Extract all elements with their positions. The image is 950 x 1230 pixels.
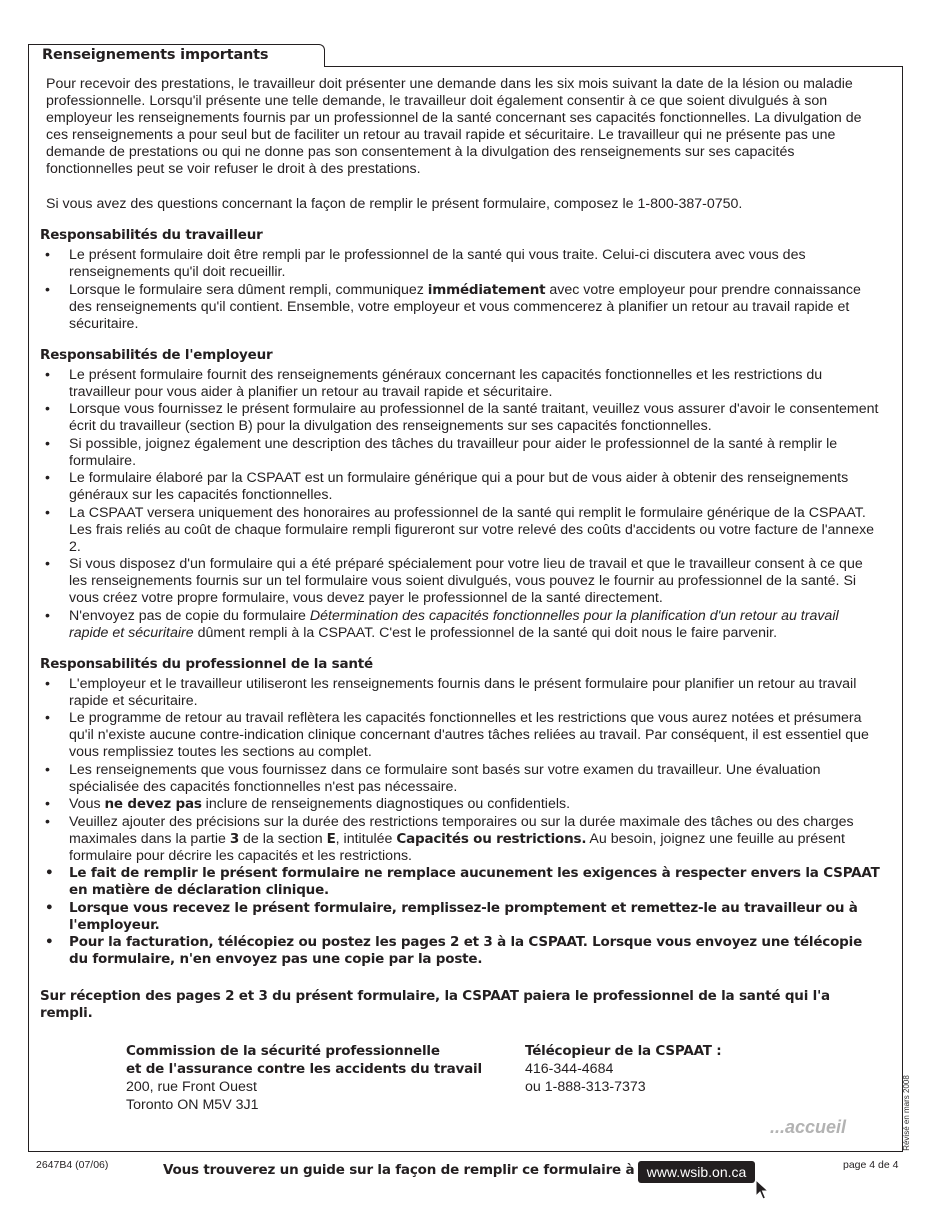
worker-heading: Responsabilités du travailleur [40,227,263,243]
list-item: • Les renseignements que vous fournissez dans ce formulaire sont basés sur votre examen du travailleur. Une évaluation spécialisée des capacités fonctionnelles n'est pas nécessaire. [40,762,880,796]
list-item [40,608,880,642]
worker-list [40,247,880,333]
fax-number: 416-344-4684 [525,1061,614,1077]
list-item-text: avec votre employeur pour prendre connaissance des renseignements qu'il contient. Ensemble, votre employeur et vous commencerez à planifier un retour au travail rapide et sécuritaire. [69,281,861,332]
main-content [40,76,880,1022]
list-item: • Le programme de retour au travail reflètera les capacités fonctionnelles et les restrictions que vous aurez notées et présumera qu'il n'existe aucune contre-indication clinique concernant d'autres tâches reliées au travail. Par conséquent, il est essentiel que vous remplissiez toutes les sections au complet. [40,710,880,761]
page-number: page 4 de 4 [843,1159,899,1171]
emphasis-text: Capacités ou restrictions. [396,830,587,847]
form-title-text: Détermination des capacités fonctionnelles pour la planification d'un retour au travail rapide et sécuritaire [69,607,839,641]
list-item-text: inclure de renseignements diagnostiques ou confidentiels. [201,796,571,812]
fax-info [525,1042,722,1096]
list-item: • L'employeur et le travailleur utiliseront les renseignements fournis dans le présent formulaire pour planifier un retour au travail rapide et sécuritaire. [40,676,880,710]
list-item: • Le formulaire élaboré par la CSPAAT est un formulaire générique qui a pour but de vous aider à obtenir des renseignements généraux sur les capacités fonctionnelles. [40,470,880,504]
health-professional-list [40,676,880,969]
list-item-text: dûment rempli à la CSPAAT. C'est le professionnel de la santé qui doit nous le faire parvenir. [197,624,778,641]
list-item [40,282,880,333]
list-item-text: Vous [69,796,105,812]
form-code: 2647B4 (07/06) [36,1159,109,1171]
emphasis-text: immédiatement [427,281,546,298]
mouse-pointer-icon [755,1179,769,1201]
website-link[interactable]: www.wsib.on.ca [638,1161,755,1183]
section-tab [28,44,325,67]
list-item: • Le présent formulaire doit être rempli par le professionnel de la santé qui vous traite. Celui-ci discutera avec vous des renseignements qu'il doit recueillir. [40,247,880,281]
list-item-text: Veuillez ajouter des précisions sur la durée des restrictions temporaires ou sur la durée maximale des tâches ou des charges maximales dans la partie [69,813,854,847]
list-item: • Si possible, joignez également une description des tâches du travailleur pour aider le professionnel de la santé à remplir le formulaire. [40,436,880,470]
fax-heading: Télécopieur de la CSPAAT : [525,1043,722,1059]
list-item: • La CSPAAT versera uniquement des honoraires au professionnel de la santé qui remplit le formulaire générique de la CSPAAT. Les frais reliés au coût de chaque formulaire rempli figureront sur votre relevé des coûts d'accidents ou votre facture de l'annexe 2. [40,505,880,556]
mailing-address [126,1042,482,1114]
health-professional-heading: Responsabilités du professionnel de la santé [40,655,373,672]
list-item-text: Au besoin, joignez une feuille au présent formulaire pour décrire les capacités et les restrictions. [69,830,845,864]
contact-paragraph: Si vous avez des questions concernant la façon de remplir le présent formulaire, composez le 1-800-387-0750. [46,196,743,212]
fax-number: ou 1-888-313-7373 [525,1079,646,1095]
list-item-text: Lorsque le formulaire sera dûment rempli, communiquez [69,281,428,298]
address-line: 200, rue Front Ouest [126,1079,257,1095]
emphasis-text: ne devez pas [104,796,202,812]
emphasis-text: 3 [229,830,240,847]
address-line: Commission de la sécurité professionnelle [126,1043,440,1059]
list-item: • Lorsque vous fournissez le présent formulaire au professionnel de la santé traitant, veuillez vous assurer d'avoir le consentement écrit du travailleur (section B) pour la divulgation des renseignements sur ses capacités fonctionnelles. [40,401,880,435]
revision-note: Révisé en mars 2008 [902,1075,911,1151]
list-item [40,796,880,813]
list-item [40,814,880,865]
list-item: • Si vous disposez d'un formulaire qui a été préparé spécialement pour votre lieu de travail et que le travailleur consent à ce que les renseignements fournis sur un tel formulaire vous soient divulgués, vous pouvez le fournir au professionnel de la santé. Si vous créez votre propre formulaire, vous devez payer le professionnel de la santé directement. [40,556,880,607]
list-item: • Lorsque vous recevez le présent formulaire, remplissez-le promptement et remettez-le au travailleur ou à l'employeur. [40,900,880,934]
list-item-text: N'envoyez pas de copie du formulaire [69,607,310,624]
list-item-text: , intitulée [335,830,397,847]
address-line: et de l'assurance contre les accidents du travail [126,1061,482,1077]
section-tab-title: Renseignements importants [42,47,269,63]
list-item: • Le fait de remplir le présent formulaire ne remplace aucunement les exigences à respecter envers la CSPAAT en matière de déclaration clinique. [40,865,880,899]
list-item: • Pour la facturation, télécopiez ou postez les pages 2 et 3 à la CSPAAT. Lorsque vous envoyez une télécopie du formulaire, n'en envoyez pas une copie par la poste. [40,934,880,968]
home-link[interactable]: ...accueil [770,1117,847,1137]
intro-paragraph: Pour recevoir des prestations, le travailleur doit présenter une demande dans les six mois suivant la date de la lésion ou maladie professionnelle. Lorsqu'il présente une telle demande, le travailleur doit également consentir à ce que soient divulgués à son employeur les renseignements fournis par un professionnel de la santé concernant ses capacités fonctionnelles. La divulgation de ces renseignements a pour seul but de faciliter un retour au travail rapide et sécuritaire. Le travailleur qui ne présente pas une demande de prestations ou qui ne donne pas son consentement à la divulgation des renseignements sur ses capacités fonctionnelles peut se voir refuser le droit à des prestations. [46,76,862,177]
list-item: • Le présent formulaire fournit des renseignements généraux concernant les capacités fonctionnelles et les restrictions du travailleur pour vous aider à planifier un retour au travail rapide et sécuritaire. [40,367,880,401]
employer-list [40,367,880,642]
employer-heading: Responsabilités de l'employeur [40,346,273,363]
closing-statement: Sur réception des pages 2 et 3 du présent formulaire, la CSPAAT paiera le professionnel de la santé qui l'a rempli. [40,988,830,1021]
emphasis-text: E [326,830,336,847]
list-item-text: de la section [239,830,327,847]
guide-text: Vous trouverez un guide sur la façon de remplir ce formulaire à [163,1162,635,1178]
address-line: Toronto ON M5V 3J1 [126,1097,259,1113]
